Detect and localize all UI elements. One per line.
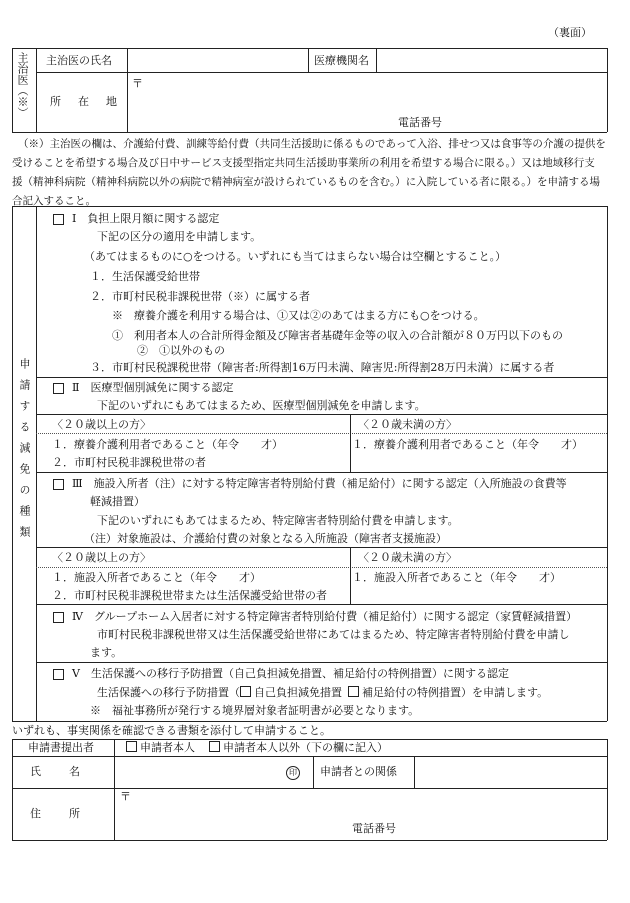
note-line: 援（精神科病院（精神科病院以外の病院で精神病室が設けられているものを含む。）に入院している者に限る。）を申請する場 [12,176,600,188]
physician-name-field[interactable] [130,50,305,70]
section3-under20-header: 〈２０歳未満の方〉 [358,551,457,564]
section1-line: （あてはまるものに○をつける。いずれにも当てはまらない場合は空欄とすること。） [84,250,507,263]
submitter-name-field[interactable] [117,759,282,785]
relation-field[interactable] [417,759,604,785]
section2-under20-item[interactable]: １．療養介護利用者であること（年令 才） [352,438,583,451]
section2-checkbox[interactable] [53,383,67,396]
submitter-options [126,741,388,755]
submitter-label: 申請書提出者 [28,741,94,754]
section5-checkbox[interactable] [53,669,67,682]
section1-option-2[interactable]: ２．市町村民税非課税世帯（※）に属する者 [90,290,310,303]
section2-intro: 下記のいずれにもあてはまるため、医療型個別減免を申請します。 [97,399,426,412]
section2-over20-item[interactable]: ２．市町村民税非課税世帯の者 [52,456,206,469]
section1-sub-option-1[interactable]: ① 利用者本人の合計所得金額及び障害者基礎年金等の収入の合計額が８０万円以下のもの [112,329,563,342]
section1-option-1[interactable]: １．生活保護受給世帯 [90,270,200,283]
section2-title: Ⅱ 医療型個別減免に関する認定 [72,381,234,394]
section2-over20-header: 〈２０歳以上の方〉 [52,418,151,431]
submitter-self-checkbox[interactable] [126,741,137,752]
section3-intro: 下記のいずれにもあてはまるため、特定障害者特別給付費を申請します。 [97,514,459,527]
section5-body-post: ）を申請します。 [461,686,549,699]
submitter-name-label: 氏 名 [30,765,82,778]
submitter-other-label: 申請者本人以外（下の欄に記入） [223,741,388,754]
section2-under20-header: 〈２０歳未満の方〉 [358,418,457,431]
section5-opt1-checkbox[interactable] [240,686,251,697]
section4-body: 市町村民税非課税世帯又は生活保護受給世帯にあてはまるため、特定障害者特別給付費を申請し [97,628,570,641]
section3-over20-item[interactable]: ２．市町村民税非課税世帯または生活保護受給世帯の者 [52,589,327,602]
section4-title: Ⅳ グループホーム入居者に対する特定障害者特別給付費（補足給付）に関する認定（家賃軽減措置） [72,610,578,623]
section1-option-3[interactable]: ３．市町村民税課税世帯（障害者:所得割16万円未満、障害児:所得割28万円未満）に属する者 [90,361,555,374]
section5-body [97,686,548,700]
section3-title: Ⅲ 施設入所者（注）に対する特定障害者特別給付費（補足給付）に関する認定（入所施設の食費等 [72,477,567,490]
relation-label: 申請者との関係 [320,765,397,778]
section1-line: 下記の区分の適用を申請します。 [97,230,262,243]
section1-sub-option-2[interactable]: ② ①以外のもの [137,344,225,357]
reduction-section-label: 申請する減免の種類 [18,358,31,547]
section4-body-cont: ます。 [90,646,123,659]
section1-note: ※ 療養介護を利用する場合は、①又は②のあてはまる方にも○をつける。 [112,309,485,322]
institution-field[interactable] [379,50,604,70]
submitter-address-label: 住 所 [30,807,82,820]
section5-opt2-label: 補足給付の特例措置 [362,686,461,699]
section5-body-pre: 生活保護への移行予防措置（ [97,686,240,699]
section3-over20-header: 〈２０歳以上の方〉 [52,551,151,564]
section3-note: （注）対象施設は、介護給付費の対象となる入所施設（障害者支援施設） [84,532,447,545]
institution-label: 医療機関名 [314,54,369,67]
physician-section-label: 主治医（※） [16,52,29,118]
section2-over20-item[interactable]: １．療養介護利用者であること（年令 才） [52,438,283,451]
section5-note: ※ 福祉事務所が発行する境界層対象者証明書が必要となります。 [90,704,420,717]
section5-opt2-checkbox[interactable] [348,686,359,697]
section3-title-cont: 軽減措置） [90,495,145,508]
submitter-postal-mark: 〒 [120,790,131,803]
physician-phone-label: 電話番号 [398,116,442,129]
submitter-other-checkbox[interactable] [209,741,220,752]
page-side-label: （裏面） [548,26,592,39]
section4-checkbox[interactable] [53,612,67,625]
physician-address-field[interactable] [146,75,604,129]
submitter-phone-label: 電話番号 [352,822,396,835]
section5-title: Ⅴ 生活保護への移行予防措置（自己負担減免措置、補足給付の特例措置）に関する認定 [72,667,509,680]
attach-note: いずれも、事実関係を確認できる書類を添付して申請すること。 [12,724,331,737]
section1-checkbox[interactable] [53,214,67,227]
section5-opt1-label: 自己負担減免措置 [254,686,342,699]
note-line: 受けることを希望する場合及び日中サービス支援型指定共同生活援助事業所の利用を希望する場合に限る。）又は地域移行支 [12,157,595,169]
postal-mark: 〒 [132,77,143,90]
section3-under20-item[interactable]: １．施設入所者であること（年令 才） [352,571,561,584]
note-line: 合記入すること。 [12,195,96,207]
submitter-self-label: 申請者本人 [140,741,195,754]
section1-title: Ⅰ 負担上限月額に関する認定 [72,212,220,225]
physician-name-label: 主治医の氏名 [46,54,112,67]
seal-icon: 印 [286,766,300,780]
physician-address-label: 所 在 地 [50,95,120,108]
note-line: （※）主治医の欄は、介護給付費、訓練等給付費（共同生活援助に係るものであって入浴、排せつ又は食事等の介護の提供を [18,138,606,150]
seal-mark [286,765,300,780]
section3-checkbox[interactable] [53,479,67,492]
section3-over20-item[interactable]: １．施設入所者であること（年令 才） [52,571,261,584]
